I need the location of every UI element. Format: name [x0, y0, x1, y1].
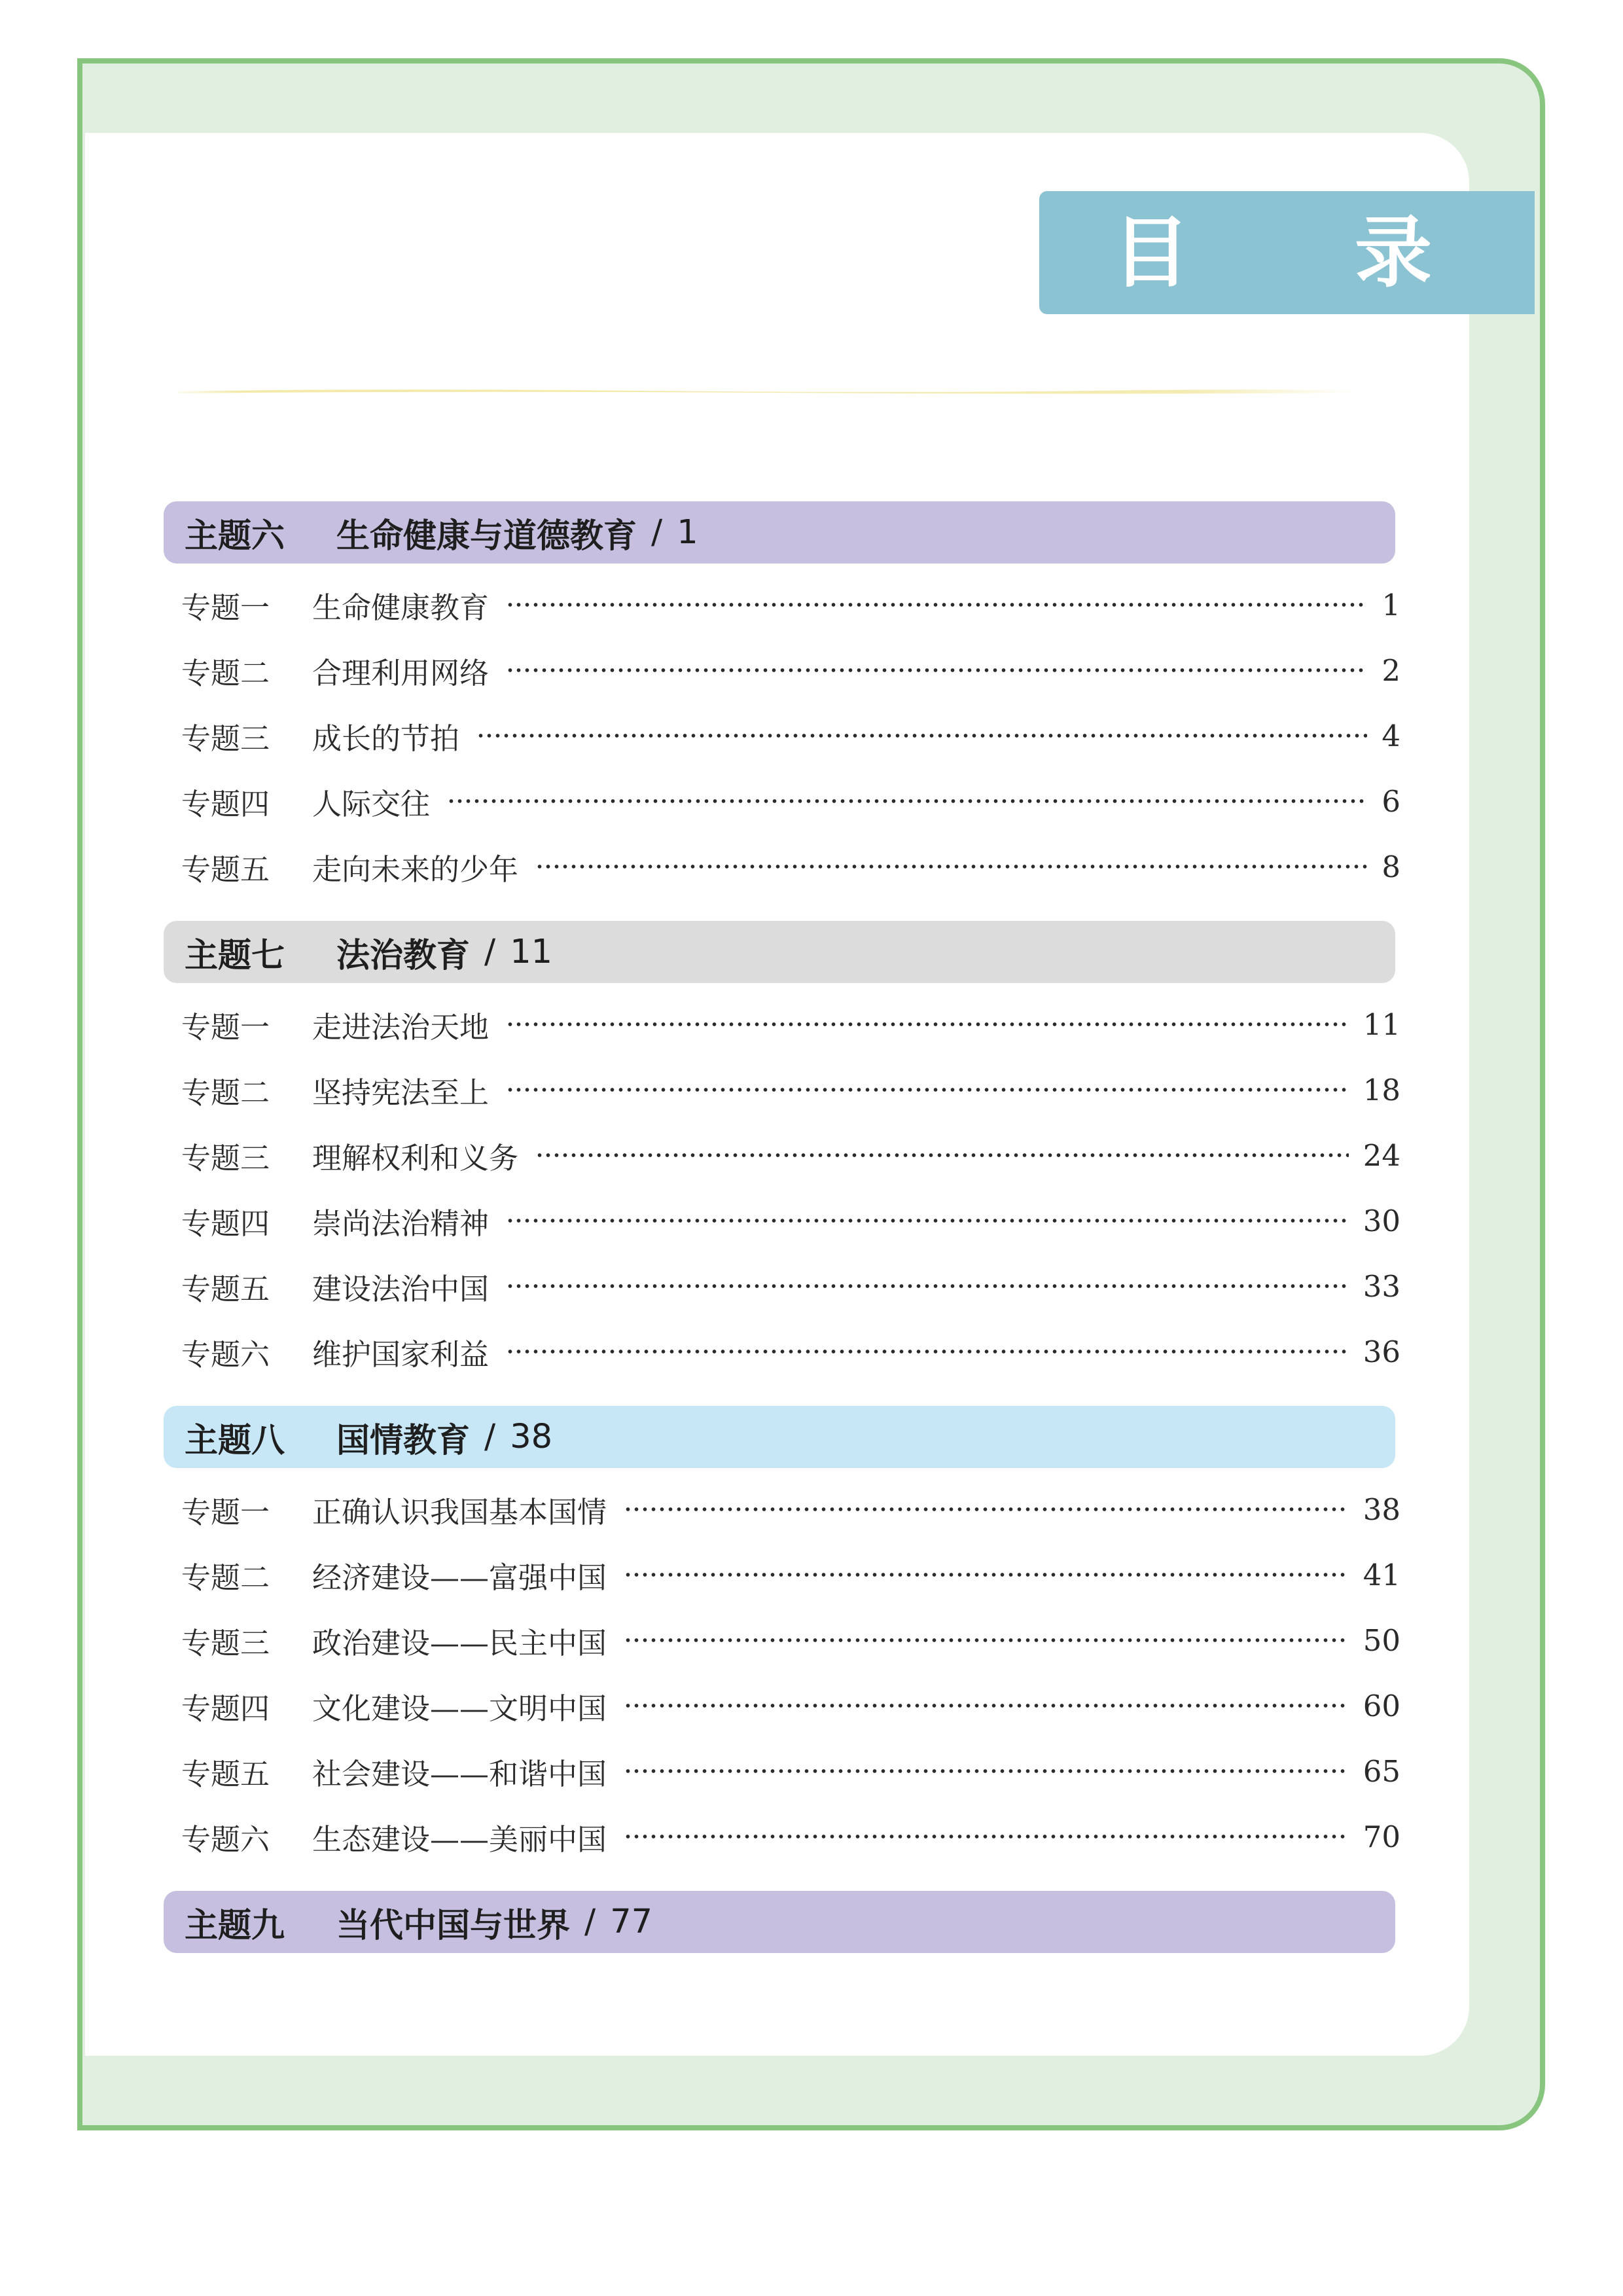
entry-label: 专题四 — [181, 1206, 270, 1241]
entry-label: 专题一 — [181, 590, 270, 625]
theme-page-number: 77 — [610, 1903, 653, 1941]
toc-entry[interactable] — [181, 1132, 1400, 1178]
entry-page-number: 70 — [1363, 1819, 1400, 1854]
entry-page-number: 30 — [1363, 1203, 1400, 1238]
toc-entry[interactable] — [181, 582, 1400, 628]
entry-page-number: 50 — [1363, 1623, 1400, 1658]
dot-leader — [624, 1835, 1349, 1839]
toc-entry[interactable] — [181, 1814, 1400, 1859]
entry-title: 合理利用网络 — [312, 655, 490, 691]
theme-header-4[interactable] — [164, 1891, 1395, 1953]
entry-page-number: 60 — [1363, 1688, 1400, 1723]
theme-separator: / — [484, 1418, 496, 1456]
entry-title: 社会建设——和谐中国 — [312, 1756, 607, 1791]
toc-title-tab — [1039, 191, 1535, 314]
entry-title: 坚持宪法至上 — [312, 1075, 490, 1110]
theme-title: 法治教育 — [336, 936, 471, 975]
entry-title: 生命健康教育 — [312, 590, 490, 625]
theme-separator: / — [584, 1903, 596, 1941]
dot-leader — [506, 603, 1367, 607]
theme-label: 主题六 — [185, 516, 285, 556]
entry-label: 专题一 — [181, 1009, 270, 1045]
entry-page-number: 38 — [1363, 1492, 1400, 1527]
entry-page-number: 24 — [1363, 1138, 1400, 1173]
dot-leader — [624, 1573, 1349, 1577]
entry-title: 正确认识我国基本国情 — [312, 1494, 607, 1530]
theme-separator: / — [651, 513, 663, 552]
toc-entry[interactable] — [181, 1001, 1400, 1047]
entry-title: 崇尚法治精神 — [312, 1206, 490, 1241]
theme-header-3[interactable] — [164, 1406, 1395, 1468]
entry-page-number: 65 — [1363, 1753, 1400, 1789]
dot-leader — [506, 1284, 1349, 1288]
dot-leader — [506, 1219, 1349, 1223]
entry-label: 专题五 — [181, 1756, 270, 1791]
decorative-brush-stroke — [178, 387, 1361, 395]
toc-entry[interactable] — [181, 1329, 1400, 1374]
toc-entry[interactable] — [181, 778, 1400, 824]
theme-page-number: 1 — [677, 513, 698, 552]
dot-leader — [506, 668, 1367, 672]
toc-entry[interactable] — [181, 1617, 1400, 1663]
dot-leader — [506, 1088, 1349, 1092]
toc-entry[interactable] — [181, 1263, 1400, 1309]
entry-label: 专题三 — [181, 1625, 270, 1660]
entry-label: 专题六 — [181, 1821, 270, 1857]
entry-title: 文化建设——文明中国 — [312, 1691, 607, 1726]
toc-entry[interactable] — [181, 1748, 1400, 1794]
entry-page-number: 4 — [1382, 718, 1400, 753]
theme-title: 生命健康与道德教育 — [336, 516, 637, 556]
toc-entry[interactable] — [181, 1486, 1400, 1532]
entry-page-number: 41 — [1363, 1557, 1400, 1592]
theme-page-number: 11 — [510, 933, 553, 971]
dot-leader — [535, 1153, 1349, 1157]
entry-page-number: 33 — [1363, 1268, 1400, 1304]
entry-title: 人际交往 — [312, 786, 431, 821]
toc-title-char-1: 目 — [1113, 207, 1190, 298]
theme-separator: / — [484, 933, 496, 971]
entry-page-number: 18 — [1363, 1072, 1400, 1107]
toc-title-char-2: 录 — [1355, 207, 1433, 298]
theme-page-number: 38 — [510, 1418, 553, 1456]
entry-title: 走进法治天地 — [312, 1009, 490, 1045]
entry-page-number: 8 — [1382, 849, 1400, 884]
entry-label: 专题三 — [181, 721, 270, 756]
entry-label: 专题二 — [181, 1560, 270, 1595]
entry-title: 建设法治中国 — [312, 1271, 490, 1306]
theme-label: 主题七 — [185, 936, 285, 975]
dot-leader — [624, 1507, 1349, 1511]
dot-leader — [624, 1704, 1349, 1708]
entry-page-number: 1 — [1382, 587, 1400, 622]
theme-title: 国情教育 — [336, 1421, 471, 1460]
theme-header-2[interactable] — [164, 921, 1395, 983]
entry-page-number: 36 — [1363, 1334, 1400, 1369]
dot-leader — [447, 799, 1367, 803]
dot-leader — [476, 734, 1367, 738]
entry-label: 专题三 — [181, 1140, 270, 1175]
entry-label: 专题四 — [181, 1691, 270, 1726]
dot-leader — [506, 1022, 1349, 1026]
entry-title: 经济建设——富强中国 — [312, 1560, 607, 1595]
entry-title: 成长的节拍 — [312, 721, 460, 756]
toc-entry[interactable] — [181, 1067, 1400, 1113]
toc-entry[interactable] — [181, 713, 1400, 759]
toc-entry[interactable] — [181, 1198, 1400, 1244]
toc-entry[interactable] — [181, 1552, 1400, 1598]
entry-title: 理解权利和义务 — [312, 1140, 519, 1175]
toc-entry[interactable] — [181, 647, 1400, 693]
toc-entry[interactable] — [181, 1683, 1400, 1729]
toc-entry[interactable] — [181, 844, 1400, 889]
entry-label: 专题六 — [181, 1336, 270, 1372]
entry-label: 专题四 — [181, 786, 270, 821]
entry-page-number: 2 — [1382, 653, 1400, 688]
dot-leader — [624, 1638, 1349, 1642]
entry-label: 专题五 — [181, 852, 270, 887]
dot-leader — [535, 865, 1367, 869]
entry-title: 维护国家利益 — [312, 1336, 490, 1372]
entry-title: 走向未来的少年 — [312, 852, 519, 887]
theme-header-1[interactable] — [164, 501, 1395, 564]
entry-page-number: 11 — [1363, 1007, 1400, 1042]
entry-page-number: 6 — [1382, 783, 1400, 819]
dot-leader — [624, 1769, 1349, 1773]
entry-title: 生态建设——美丽中国 — [312, 1821, 607, 1857]
entry-label: 专题二 — [181, 655, 270, 691]
entry-label: 专题二 — [181, 1075, 270, 1110]
entry-title: 政治建设——民主中国 — [312, 1625, 607, 1660]
dot-leader — [506, 1350, 1349, 1354]
theme-label: 主题九 — [185, 1906, 285, 1945]
theme-title: 当代中国与世界 — [336, 1906, 571, 1945]
entry-label: 专题五 — [181, 1271, 270, 1306]
entry-label: 专题一 — [181, 1494, 270, 1530]
theme-label: 主题八 — [185, 1421, 285, 1460]
